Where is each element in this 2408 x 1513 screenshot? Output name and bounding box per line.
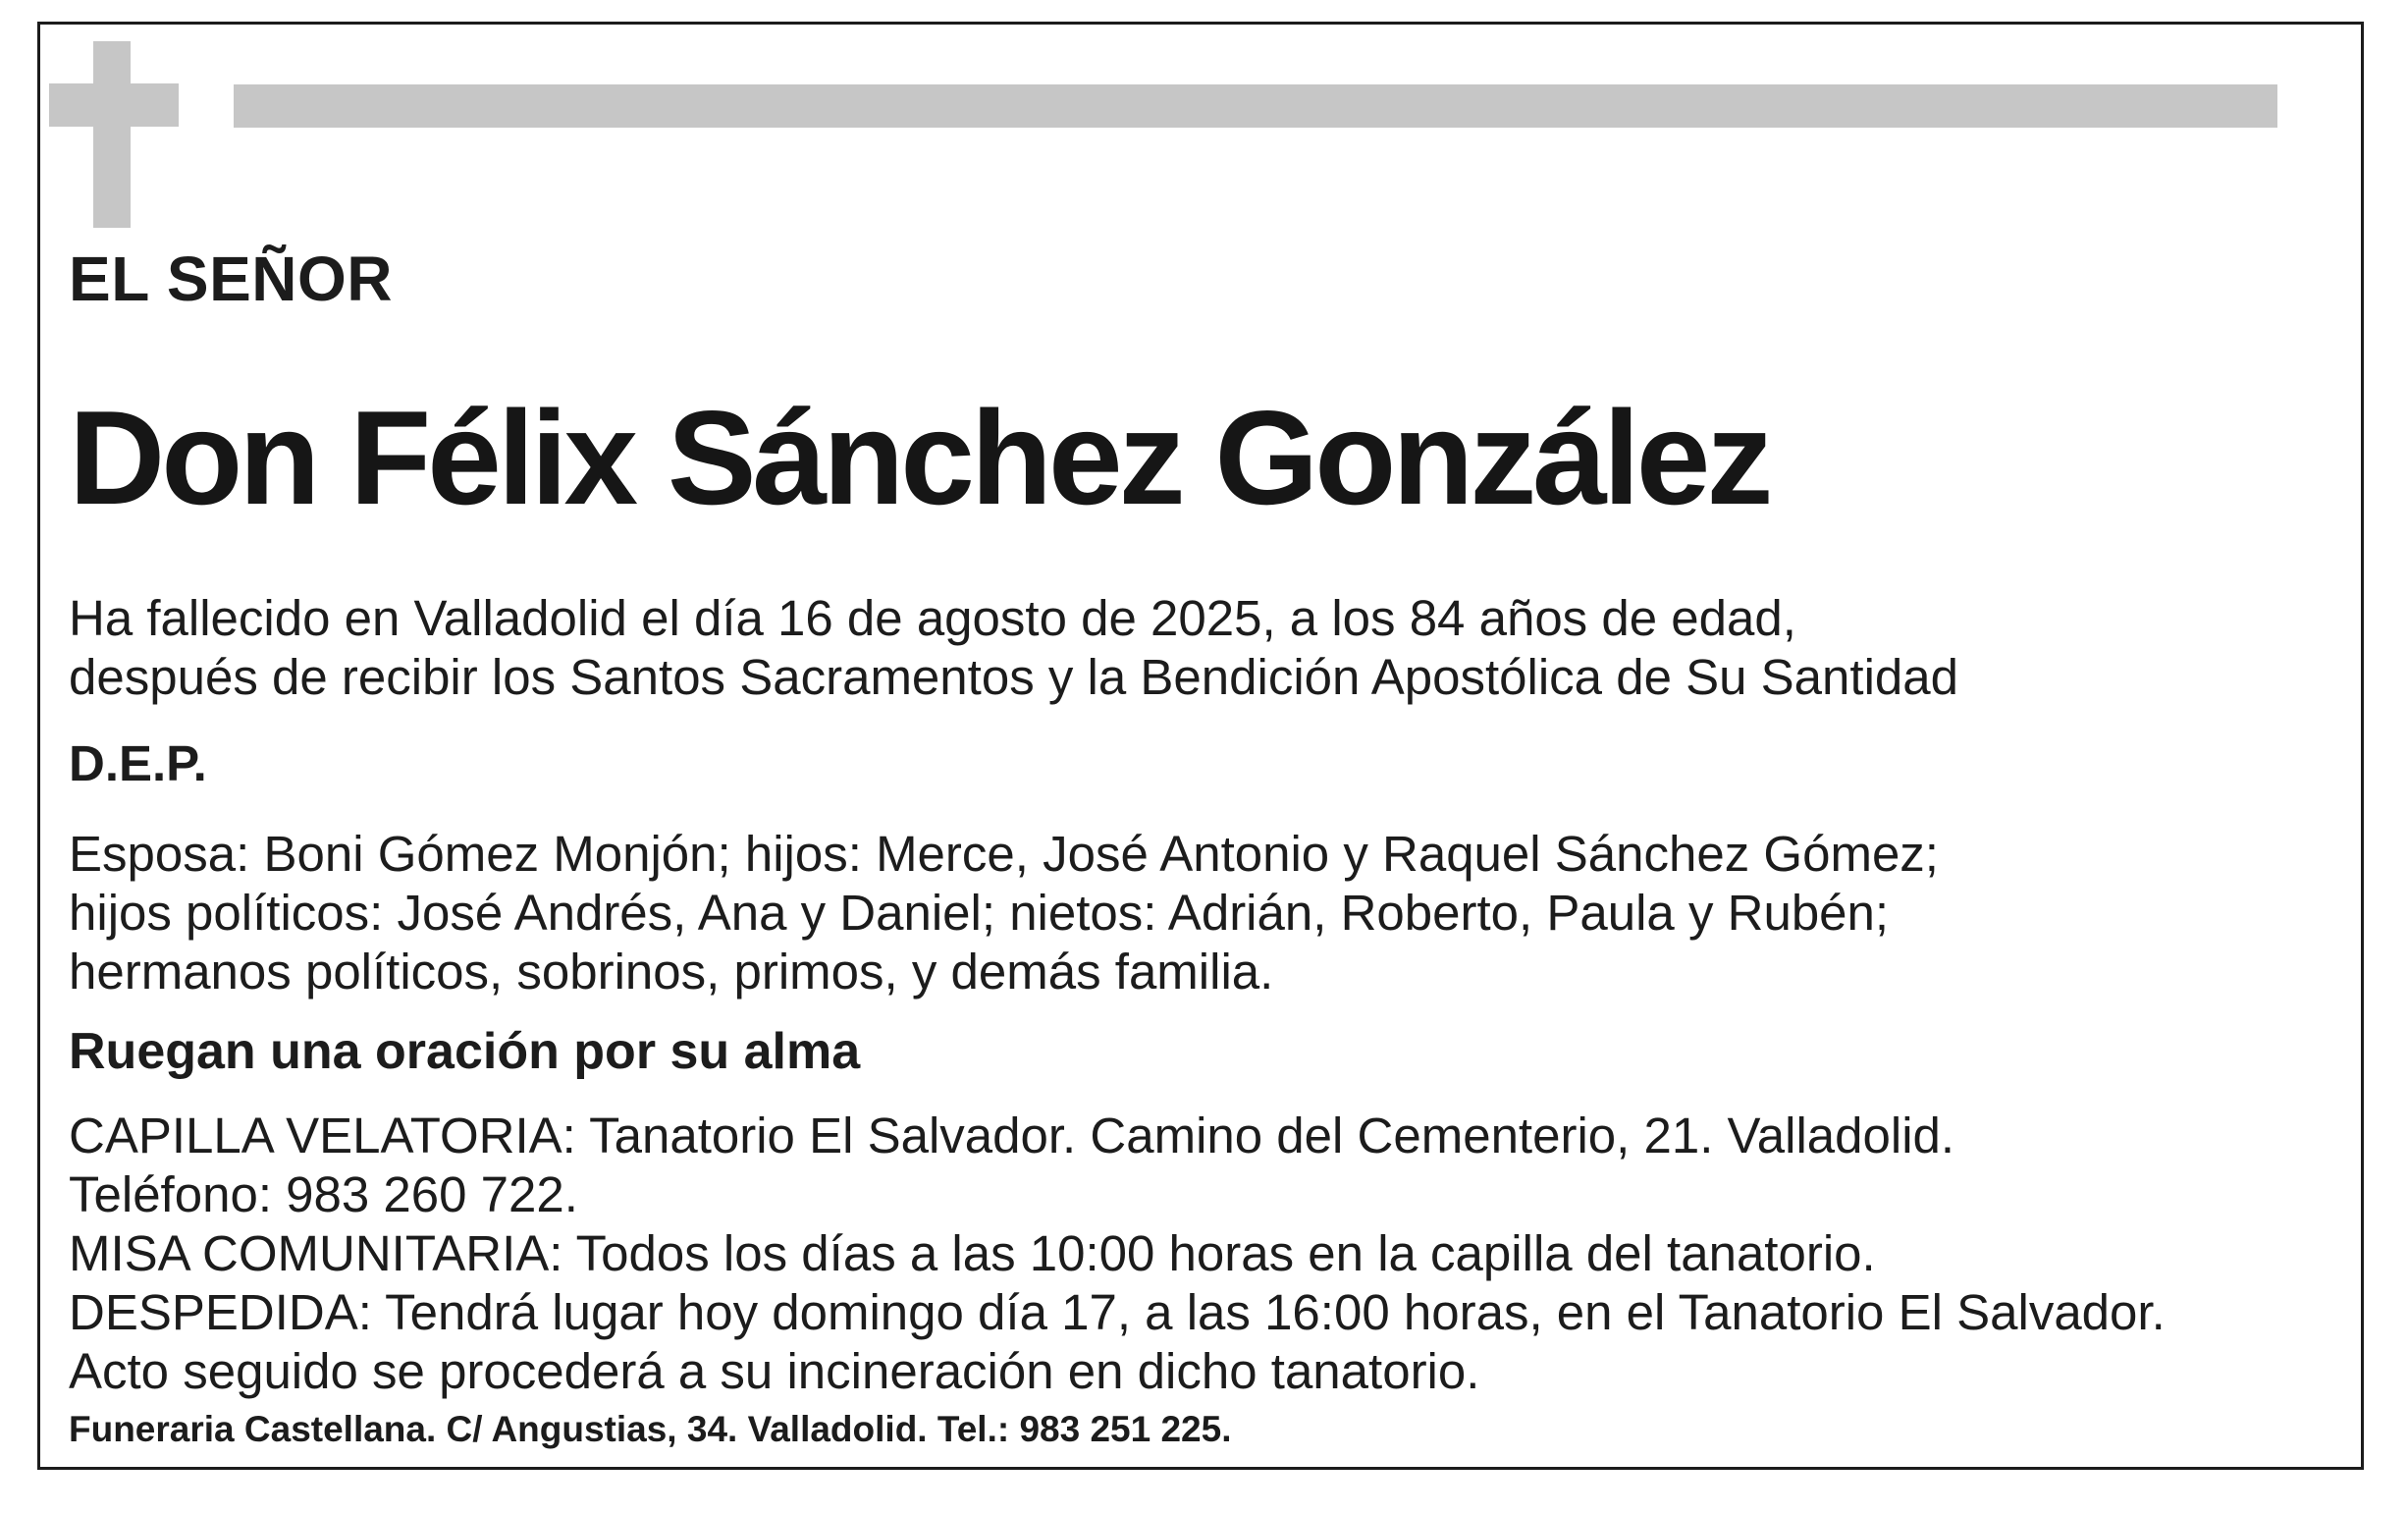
detail-line: CAPILLA VELATORIA: Tanatorio El Salvador. Camino del Cementerio, 21. Valladolid. (69, 1108, 1955, 1163)
detail-line: MISA COMUNITARIA: Todos los días a las 10:00 horas en la capilla del tanatorio. (69, 1225, 1876, 1281)
death-announcement (69, 589, 1958, 707)
funeral-home-footer: Funeraria Castellana. C/ Angustias, 34. Valladolid. Tel.: 983 251 225. (69, 1409, 1232, 1449)
family-line: hijos políticos: José Andrés, Ana y Daniel; nietos: Adrián, Roberto, Paula y Rubén; (69, 885, 1890, 941)
family-line: Esposa: Boni Gómez Monjón; hijos: Merce, José Antonio y Raquel Sánchez Gómez; (69, 826, 1939, 882)
deceased-name: Don Félix Sánchez González (69, 383, 1770, 532)
service-details (69, 1107, 2166, 1401)
prayer-request: Ruegan una oración por su alma (69, 1023, 861, 1080)
cross-icon (93, 41, 131, 228)
detail-line: Acto seguido se procederá a su incineración en dicho tanatorio. (69, 1343, 1480, 1399)
cross-icon-arm (49, 83, 179, 127)
detail-line: Teléfono: 983 260 722. (69, 1166, 578, 1222)
detail-line: DESPEDIDA: Tendrá lugar hoy domingo día 17, a las 16:00 horas, en el Tanatorio El Salvador. (69, 1284, 2166, 1340)
announcement-line: después de recibir los Santos Sacramentos y la Bendición Apostólica de Su Santidad (69, 649, 1959, 705)
dep-label: D.E.P. (69, 735, 207, 791)
header-rule (234, 84, 2277, 128)
announcement-line: Ha fallecido en Valladolid el día 16 de agosto de 2025, a los 84 años de edad, (69, 590, 1796, 646)
family-line: hermanos políticos, sobrinos, primos, y demás familia. (69, 944, 1274, 1000)
honorific-title: EL SEÑOR (69, 243, 393, 314)
family-list (69, 825, 1939, 1001)
